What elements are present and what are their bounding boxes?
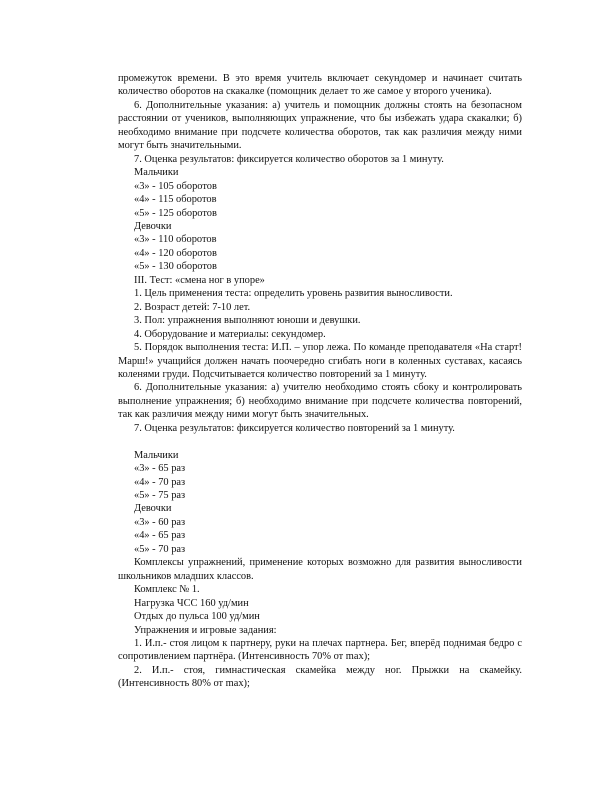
norm-girls-3: «3» - 110 оборотов bbox=[134, 234, 217, 246]
document-body bbox=[118, 72, 522, 691]
complexes-intro: Комплексы упражнений, применение которых возможно для развития выносливости школьников младших классов. bbox=[118, 557, 522, 582]
norm2-boys-5: «5» - 75 раз bbox=[134, 490, 186, 502]
norm-girls-5: «5» - 130 оборотов bbox=[134, 261, 217, 273]
norm2-girls-4: «4» - 65 раз bbox=[134, 530, 186, 542]
test-3-results: 7. Оценка результатов: фиксируется количество повторений за 1 минуту. bbox=[134, 422, 455, 434]
test-3-additional-instructions: 6. Дополнительные указания: а) учителю необходимо стоять сбоку и контролировать выполнение упражнения; б) необходимо внимание при подсчете количества повторений, так как различия между ними могут быть значительных. bbox=[118, 382, 522, 421]
test-3-goal: 1. Цель применения теста: определить уровень развития выносливости. bbox=[134, 288, 453, 300]
norm2-girls-5: «5» - 70 раз bbox=[134, 543, 186, 555]
norm-boys-3: «3» - 105 оборотов bbox=[134, 180, 217, 192]
norm2-boys-4: «4» - 70 раз bbox=[134, 476, 186, 488]
blank-line bbox=[118, 435, 522, 448]
paragraph-results-1: 7. Оценка результатов: фиксируется количество оборотов за 1 минуту. bbox=[134, 153, 444, 165]
test-3-equipment: 4. Оборудование и материалы: секундомер. bbox=[134, 328, 326, 340]
heading-girls-2: Девочки bbox=[134, 503, 172, 515]
complex-1-rest: Отдых до пульса 100 уд/мин bbox=[134, 611, 260, 623]
paragraph-additional-instructions-1: 6. Дополнительные указания: а) учитель и помощник должны стоять на безопасном расстоянии от учеников, выполняющих упражнение, что бы избежать удара скакалки; б) необходимо внимание при подсчете количества оборотов, так как различия между ними могут быть значительными. bbox=[118, 99, 522, 152]
complex-1-exercise-2: 2. И.п.- стоя, гимнастическая скамейка между ног. Прыжки на скамейку. (Интенсивность 80% от max); bbox=[118, 664, 522, 690]
test-3-gender: 3. Пол: упражнения выполняют юноши и девушки. bbox=[134, 315, 361, 327]
norm-boys-4: «4» - 115 оборотов bbox=[134, 194, 217, 206]
heading-boys-1: Мальчики bbox=[134, 167, 179, 179]
norm-boys-5: «5» - 125 оборотов bbox=[134, 207, 217, 219]
test-3-heading: III. Тест: «смена ног в упоре» bbox=[134, 274, 265, 286]
paragraph-continuation: промежуток времени. В это время учитель включает секундомер и начинает считать количество оборотов на скакалке (помощник делает то же самое у второго ученика). bbox=[118, 73, 522, 98]
complex-1-title: Комплекс № 1. bbox=[134, 584, 200, 596]
norm2-girls-3: «3» - 60 раз bbox=[134, 516, 186, 528]
complex-1-exercises-heading: Упражнения и игровые задания: bbox=[134, 624, 277, 636]
heading-boys-2: Мальчики bbox=[134, 449, 179, 461]
norm-girls-4: «4» - 120 оборотов bbox=[134, 247, 217, 259]
test-3-age: 2. Возраст детей: 7-10 лет. bbox=[134, 301, 251, 313]
complex-1-exercise-1: 1. И.п.- стоя лицом к партнеру, руки на плечах партнера. Бег, вперёд поднимая бедро с сопротивлением партнёра. (Интенсивность 70% от max); bbox=[118, 638, 522, 663]
norm2-boys-3: «3» - 65 раз bbox=[134, 463, 186, 475]
test-3-procedure: 5. Порядок выполнения теста: И.П. – упор лежа. По команде преподавателя «На старт! Марш!» учащийся должен начать поочередно сгибать ноги в коленных суставах, касаясь коленями груди. Подсчитывается количество повторений за 1 минуту. bbox=[118, 342, 522, 380]
complex-1-load: Нагрузка ЧСС 160 уд/мин bbox=[134, 597, 249, 609]
heading-girls-1: Девочки bbox=[134, 220, 172, 232]
